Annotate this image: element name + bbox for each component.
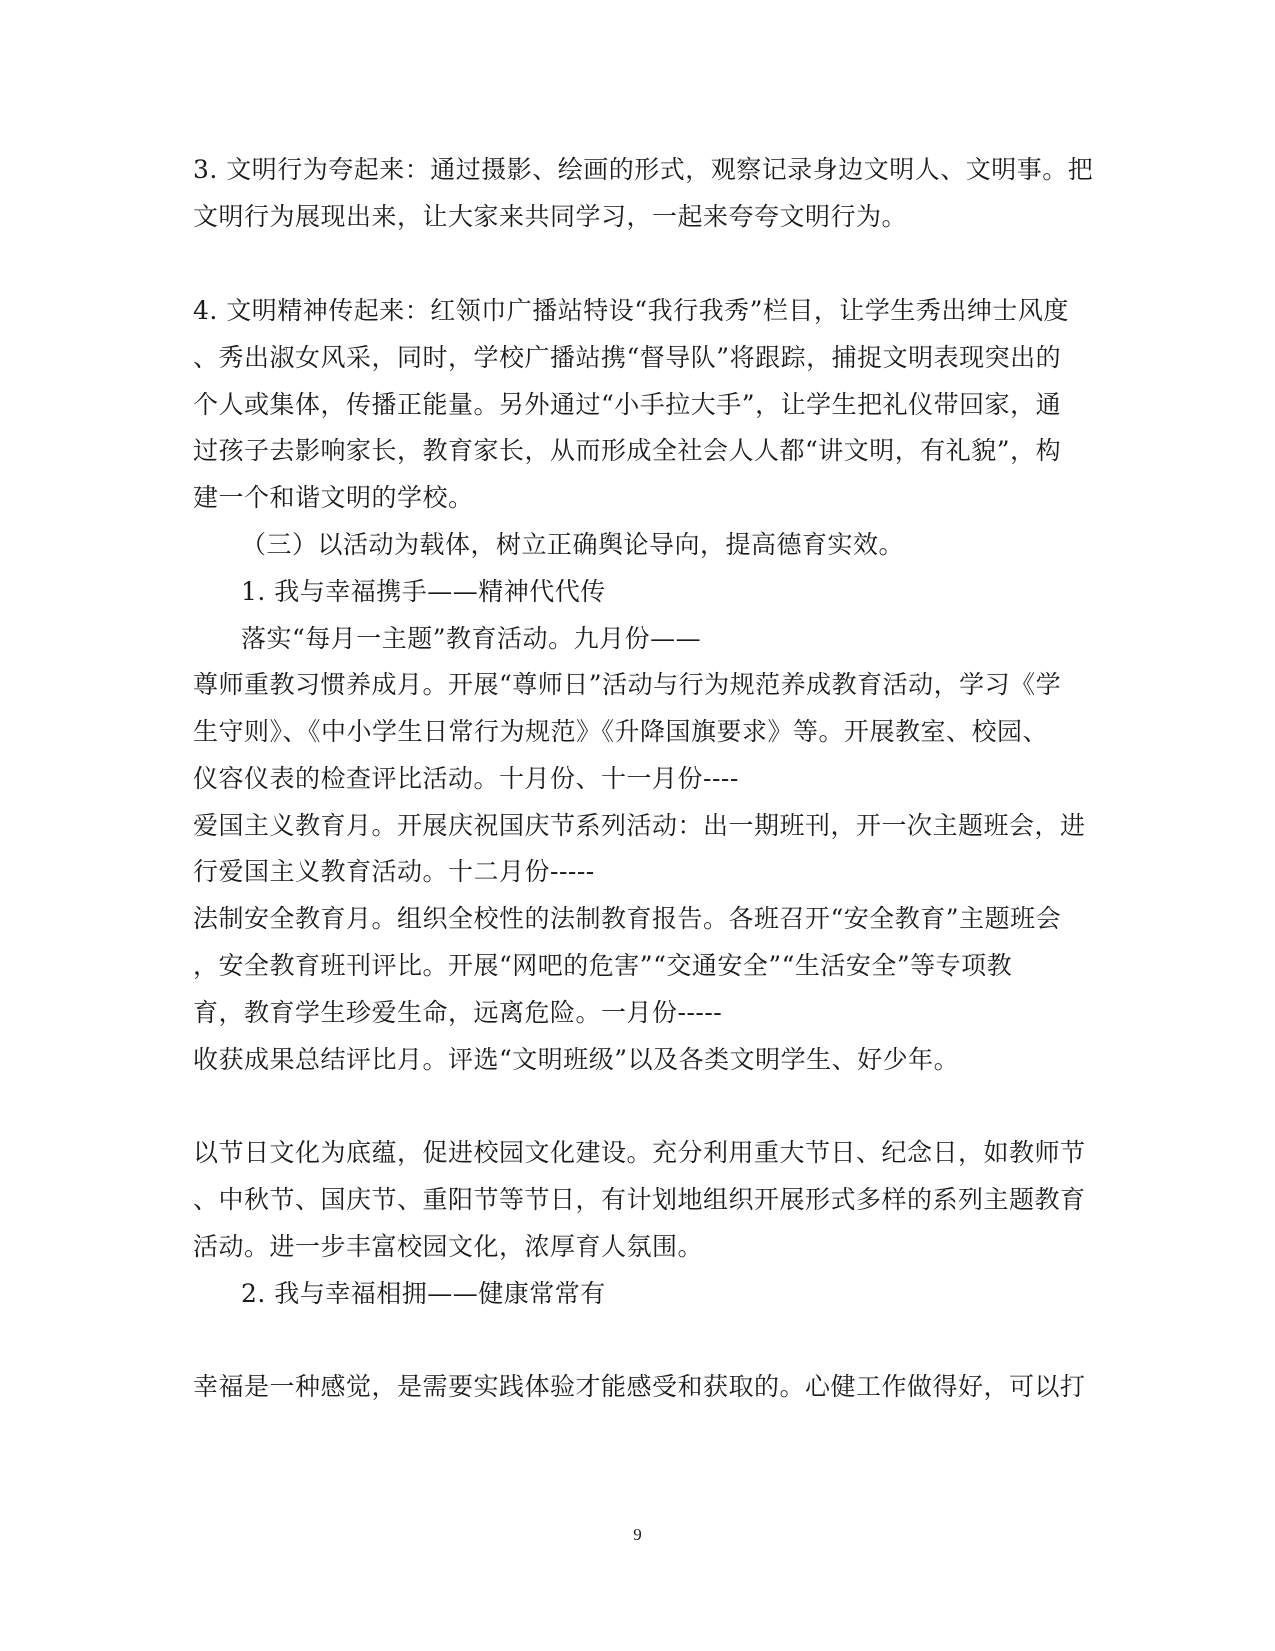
subsection-heading: 1. 我与幸福携手——精神代代传 — [241, 577, 606, 606]
text-line: 、中秋节、国庆节、重阳节等节日，有计划地组织开展形式多样的系列主题教育 — [193, 1185, 1086, 1214]
text-line: 行爱国主义教育活动。十二月份----- — [193, 857, 595, 886]
text-line: 、秀出淑女风采，同时，学校广播站携“督导队”将跟踪，捕捉文明表现突出的 — [193, 343, 1062, 372]
text-line: 育，教育学生珍爱生命，远离危险。一月份----- — [193, 998, 723, 1027]
text-line: 以节日文化为底蕴，促进校园文化建设。充分利用重大节日、纪念日，如教师节 — [193, 1138, 1086, 1167]
text-line: 收获成果总结评比月。评选“文明班级”以及各类文明学生、好少年。 — [193, 1045, 960, 1074]
text-line: 仪容仪表的检查评比活动。十月份、十一月份---- — [193, 764, 739, 793]
text-line: 活动。进一步丰富校园文化，浓厚育人氛围。 — [193, 1232, 704, 1261]
text-line: 建一个和谐文明的学校。 — [193, 483, 474, 512]
page-number: 9 — [633, 1525, 642, 1544]
text-line: 爱国主义教育月。开展庆祝国庆节系列活动：出一期班刊，开一次主题班会，进 — [193, 811, 1086, 840]
text-line: 文明行为展现出来，让大家来共同学习，一起来夸夸文明行为。 — [193, 202, 908, 231]
subsection-heading: 2. 我与幸福相拥——健康常常有 — [241, 1279, 606, 1308]
text-line: 3. 文明行为夸起来：通过摄影、绘画的形式，观察记录身边文明人、文明事。把 — [193, 155, 1094, 184]
text-line: 过孩子去影响家长，教育家长，从而形成全社会人人都“讲文明，有礼貌”，构 — [193, 436, 1062, 465]
text-line: ，安全教育班刊评比。开展“网吧的危害”“交通安全”“生活安全”等专项教 — [193, 951, 1013, 980]
text-line: 生守则》、《中小学生日常行为规范》《升降国旗要求》等。开展教室、校园、 — [193, 717, 1049, 746]
text-line: 法制安全教育月。组织全校性的法制教育报告。各班召开“安全教育”主题班会 — [193, 904, 1062, 933]
text-line: 幸福是一种感觉，是需要实践体验才能感受和获取的。心健工作做得好，可以打 — [193, 1372, 1086, 1401]
section-heading: （三）以活动为载体，树立正确舆论导向，提高德育实效。 — [241, 530, 905, 559]
text-line: 落实“每月一主题”教育活动。九月份—— — [241, 624, 702, 653]
text-line: 4. 文明精神传起来：红领巾广播站特设“我行我秀”栏目，让学生秀出绅士风度 — [193, 296, 1069, 325]
text-line: 尊师重教习惯养成月。开展“尊师日”活动与行为规范养成教育活动，学习《学 — [193, 670, 1062, 699]
text-line: 个人或集体，传播正能量。另外通过“小手拉大手”，让学生把礼仪带回家，通 — [193, 390, 1062, 419]
